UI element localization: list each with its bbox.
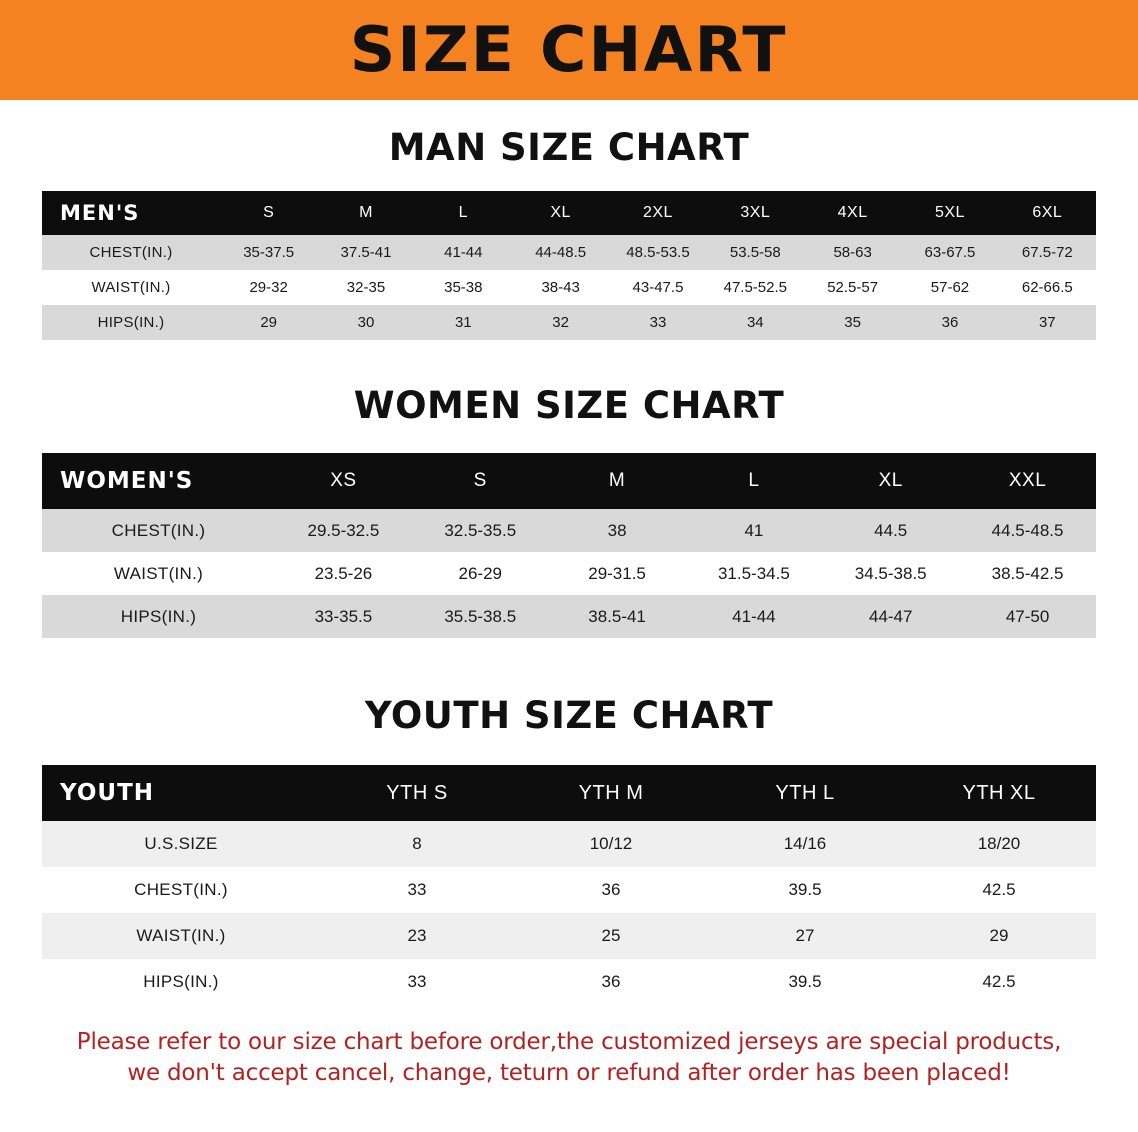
women-header-row — [42, 453, 1096, 509]
policy-note-line-1: Please refer to our size chart before order,the customized jerseys are special products, — [76, 1029, 1062, 1055]
men-row-label: HIPS(IN.) — [42, 305, 220, 340]
page-title: SIZE CHART — [350, 13, 788, 86]
man-table-wrap — [42, 191, 1096, 340]
youth-cell: 23 — [320, 913, 514, 959]
youth-cell: 10/12 — [514, 821, 708, 867]
men-cell: 33 — [609, 305, 706, 340]
table-row — [42, 509, 1096, 552]
men-col-header: 3XL — [740, 204, 771, 221]
youth-cell: 36 — [514, 959, 708, 1005]
men-cell: 35-37.5 — [220, 235, 317, 270]
men-col-header: 5XL — [934, 204, 965, 221]
women-cell: 26-29 — [412, 552, 549, 595]
women-cell: 44-47 — [822, 595, 959, 638]
men-cell: 35 — [804, 305, 901, 340]
men-cell: 62-66.5 — [999, 270, 1096, 305]
men-table-head — [42, 191, 1096, 235]
men-cell: 52.5-57 — [804, 270, 901, 305]
women-cell: 47-50 — [959, 595, 1096, 638]
men-cell: 43-47.5 — [609, 270, 706, 305]
women-col-header: XS — [330, 470, 357, 491]
men-cell: 63-67.5 — [901, 235, 998, 270]
youth-row-label: HIPS(IN.) — [42, 959, 320, 1005]
women-cell: 44.5-48.5 — [959, 509, 1096, 552]
policy-note-line-2: we don't accept cancel, change, teturn or refund after order has been placed! — [127, 1060, 1011, 1087]
men-col-header: S — [263, 204, 275, 221]
men-row-label: CHEST(IN.) — [42, 235, 220, 270]
women-corner-header: WOMEN'S — [60, 468, 194, 494]
women-cell: 23.5-26 — [275, 552, 412, 595]
table-row — [42, 235, 1096, 270]
youth-cell: 33 — [320, 867, 514, 913]
women-row-label: CHEST(IN.) — [42, 509, 275, 552]
women-cell: 29.5-32.5 — [275, 509, 412, 552]
women-table-wrap — [42, 453, 1096, 638]
youth-cell: 36 — [514, 867, 708, 913]
men-cell: 37 — [999, 305, 1096, 340]
men-cell: 29-32 — [220, 270, 317, 305]
women-cell: 41-44 — [685, 595, 822, 638]
men-cell: 67.5-72 — [999, 235, 1096, 270]
youth-cell: 39.5 — [708, 867, 902, 913]
table-row — [42, 595, 1096, 638]
youth-col-header: YTH S — [386, 781, 448, 804]
youth-cell: 42.5 — [902, 959, 1096, 1005]
men-cell: 44-48.5 — [512, 235, 609, 270]
youth-col-header: YTH XL — [962, 781, 1036, 804]
women-section-heading: WOMEN SIZE CHART — [353, 384, 785, 427]
youth-cell: 39.5 — [708, 959, 902, 1005]
men-cell: 32-35 — [317, 270, 414, 305]
youth-table-body — [42, 821, 1096, 1005]
men-cell: 37.5-41 — [317, 235, 414, 270]
men-cell: 58-63 — [804, 235, 901, 270]
women-col-header: M — [608, 470, 626, 491]
men-size-table — [42, 191, 1096, 340]
youth-cell: 27 — [708, 913, 902, 959]
page-banner — [0, 0, 1138, 100]
men-cell: 57-62 — [901, 270, 998, 305]
men-cell: 30 — [317, 305, 414, 340]
men-row-label: WAIST(IN.) — [42, 270, 220, 305]
women-row-label: WAIST(IN.) — [42, 552, 275, 595]
men-cell: 34 — [707, 305, 804, 340]
women-cell: 38.5-41 — [549, 595, 686, 638]
men-cell: 29 — [220, 305, 317, 340]
women-cell: 34.5-38.5 — [822, 552, 959, 595]
men-header-row — [42, 191, 1096, 235]
youth-col-header: YTH L — [775, 781, 835, 804]
man-section-heading: MAN SIZE CHART — [388, 126, 750, 169]
men-cell: 41-44 — [415, 235, 512, 270]
women-row-label: HIPS(IN.) — [42, 595, 275, 638]
youth-cell: 25 — [514, 913, 708, 959]
women-cell: 44.5 — [822, 509, 959, 552]
table-row — [42, 270, 1096, 305]
men-cell: 32 — [512, 305, 609, 340]
men-cell: 53.5-58 — [707, 235, 804, 270]
table-row — [42, 821, 1096, 867]
table-row — [42, 913, 1096, 959]
women-cell: 35.5-38.5 — [412, 595, 549, 638]
men-cell: 31 — [415, 305, 512, 340]
men-col-header: 2XL — [642, 204, 673, 221]
women-cell: 41 — [685, 509, 822, 552]
men-col-header: 6XL — [1032, 204, 1063, 221]
women-cell: 31.5-34.5 — [685, 552, 822, 595]
men-col-header: M — [359, 204, 373, 221]
youth-table-head — [42, 765, 1096, 821]
women-cell: 33-35.5 — [275, 595, 412, 638]
youth-table-wrap — [42, 765, 1096, 1005]
table-row — [42, 305, 1096, 340]
men-col-header: L — [458, 204, 469, 221]
table-row — [42, 552, 1096, 595]
men-table-body — [42, 235, 1096, 340]
table-row — [42, 867, 1096, 913]
women-col-header: L — [748, 470, 760, 491]
youth-cell: 33 — [320, 959, 514, 1005]
women-table-body — [42, 509, 1096, 638]
youth-cell: 42.5 — [902, 867, 1096, 913]
youth-size-table — [42, 765, 1096, 1005]
women-size-table — [42, 453, 1096, 638]
men-cell: 48.5-53.5 — [609, 235, 706, 270]
men-cell: 35-38 — [415, 270, 512, 305]
youth-col-header: YTH M — [578, 781, 644, 804]
women-col-header: XXL — [1008, 470, 1047, 491]
youth-cell: 8 — [320, 821, 514, 867]
youth-corner-header: YOUTH — [60, 780, 155, 806]
youth-cell: 14/16 — [708, 821, 902, 867]
youth-cell: 18/20 — [902, 821, 1096, 867]
men-cell: 47.5-52.5 — [707, 270, 804, 305]
table-row — [42, 959, 1096, 1005]
men-col-header: XL — [550, 204, 571, 221]
policy-note — [38, 1027, 1100, 1089]
men-cell: 36 — [901, 305, 998, 340]
youth-cell: 29 — [902, 913, 1096, 959]
women-cell: 29-31.5 — [549, 552, 686, 595]
men-col-header: 4XL — [837, 204, 868, 221]
men-corner-header: MEN'S — [60, 201, 140, 225]
men-cell: 38-43 — [512, 270, 609, 305]
women-table-head — [42, 453, 1096, 509]
women-cell: 38.5-42.5 — [959, 552, 1096, 595]
youth-section-heading: YOUTH SIZE CHART — [364, 694, 774, 737]
women-cell: 32.5-35.5 — [412, 509, 549, 552]
youth-header-row — [42, 765, 1096, 821]
women-col-header: XL — [878, 470, 903, 491]
youth-row-label: CHEST(IN.) — [42, 867, 320, 913]
youth-row-label: WAIST(IN.) — [42, 913, 320, 959]
women-cell: 38 — [549, 509, 686, 552]
women-col-header: S — [473, 470, 487, 491]
youth-row-label: U.S.SIZE — [42, 821, 320, 867]
